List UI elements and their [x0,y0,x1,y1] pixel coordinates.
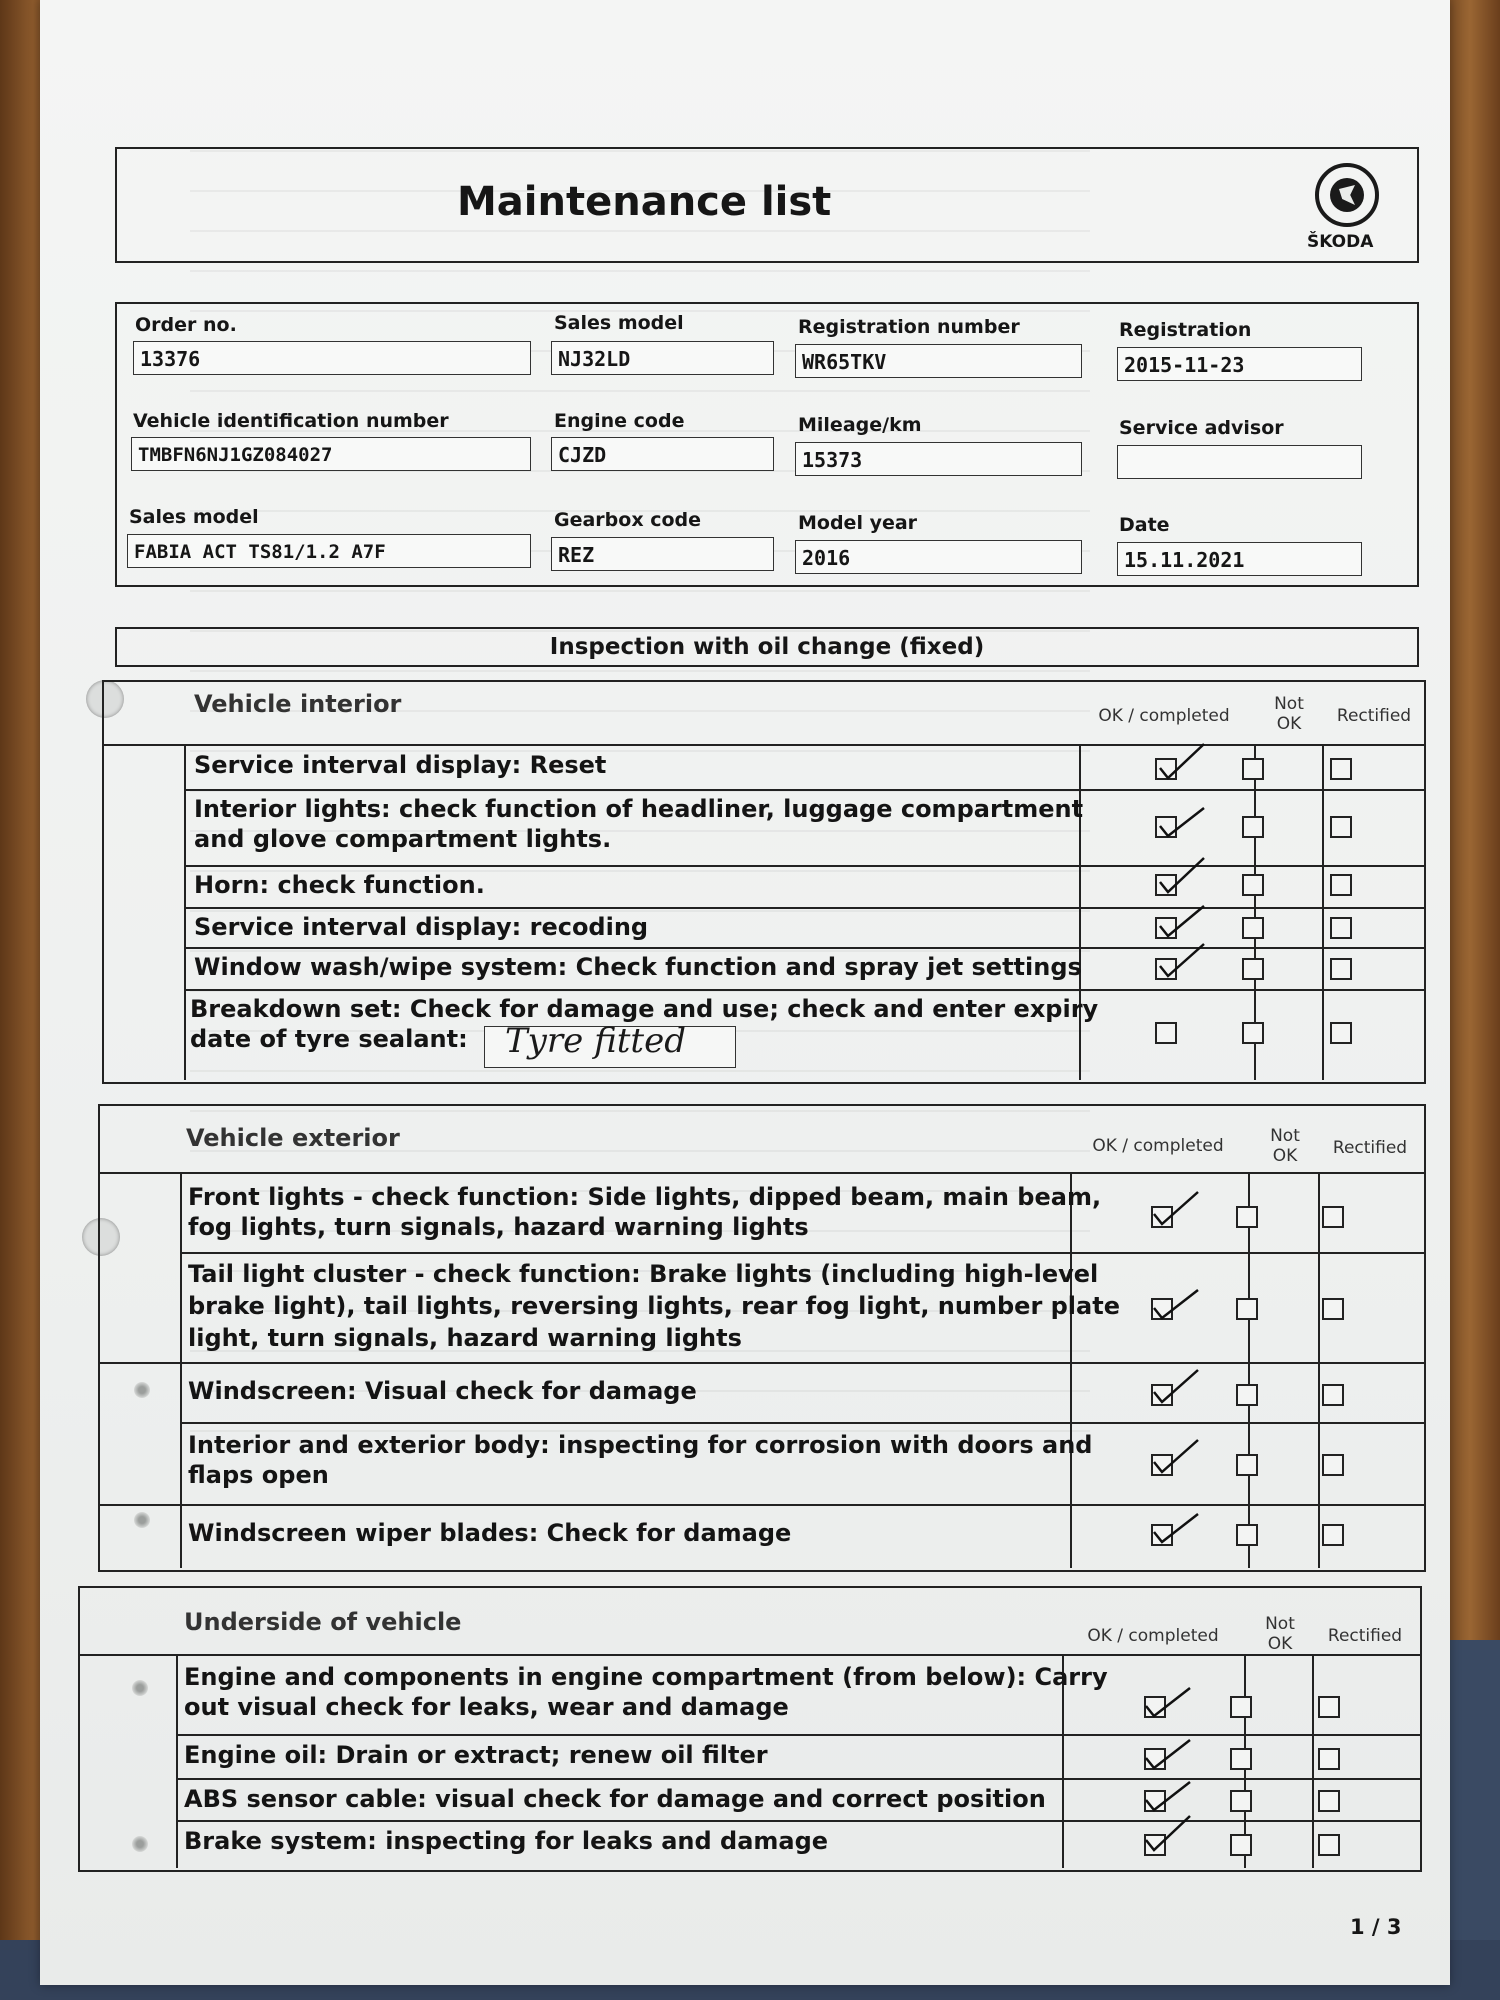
checkmark-icon [1156,852,1208,896]
underside-item-4: Brake system: inspecting for leaks and damage [184,1827,829,1855]
column-not-ok-header: Not OK [1270,1126,1300,1166]
column-rectified-header: Rectified [1327,1626,1403,1646]
punch-mark [132,1836,148,1852]
divider [180,1172,182,1568]
exterior-item-4: Interior and exterior body: inspecting for corrosion with doors and flaps open [188,1431,1093,1489]
rectified-checkbox[interactable] [1330,1022,1352,1044]
exterior-item-2: Tail light cluster - check function: Brake lights (including high-level brake light), tail lights, reversing lights, rear fog light, number plate light, turn signals, hazard warning lights [188,1260,1120,1352]
interior-item-6: Breakdown set: Check for damage and use; check and enter expiry date of tyre sealant: [190,995,1099,1053]
rectified-checkbox[interactable] [1322,1454,1344,1476]
section-title: Underside of vehicle [184,1608,462,1636]
date-label: Date [1119,514,1170,536]
column-rectified-header: Rectified [1332,1138,1408,1158]
interior-item-3: Horn: check function. [194,871,485,899]
sales-model-field[interactable]: NJ32LD [551,341,774,375]
underside-item-1: Engine and components in engine compartment (from below): Carry out visual check for leaks, wear and damage [184,1663,1108,1721]
exterior-item-1: Front lights - check function: Side lights, dipped beam, main beam, fog lights, turn signals, hazard warning lights [188,1183,1102,1241]
not-ok-checkbox[interactable] [1242,917,1264,939]
checkmark-icon [1150,1184,1202,1228]
handwritten-entry: Tyre fitted [505,1021,686,1061]
punch-mark [134,1512,150,1528]
rectified-checkbox[interactable] [1330,917,1352,939]
underside-section [78,1586,1422,1872]
rectified-checkbox[interactable] [1318,1748,1340,1770]
gearbox-code-field[interactable]: REZ [551,537,774,571]
column-ok-header: OK / completed [1087,1626,1219,1646]
divider [184,789,1424,791]
rectified-checkbox[interactable] [1322,1384,1344,1406]
divider [184,947,1424,949]
order-no-label: Order no. [135,314,237,336]
checkmark-icon [1156,896,1208,940]
divider [1322,744,1324,1080]
column-rectified-header: Rectified [1336,706,1412,726]
registration-date-field[interactable]: 2015-11-23 [1117,347,1362,381]
divider [180,1422,1424,1424]
not-ok-checkbox[interactable] [1236,1524,1258,1546]
underside-item-3: ABS sensor cable: visual check for damage and correct position [184,1785,1046,1813]
divider [184,744,186,1080]
not-ok-checkbox[interactable] [1230,1790,1252,1812]
sales-model-name-label: Sales model [129,506,259,528]
vehicle-exterior-section [98,1104,1426,1572]
divider [100,1362,1424,1364]
divider [100,1504,1424,1506]
exterior-item-3: Windscreen: Visual check for damage [188,1377,697,1405]
date-field[interactable]: 15.11.2021 [1117,542,1362,576]
checkmark-icon [1150,1502,1202,1546]
rectified-checkbox[interactable] [1318,1696,1340,1718]
rectified-checkbox[interactable] [1330,758,1352,780]
gearbox-code-label: Gearbox code [554,509,701,531]
section-title: Vehicle interior [194,690,402,718]
page-title: Maintenance list [457,179,832,225]
column-ok-header: OK / completed [1098,706,1230,726]
rectified-checkbox[interactable] [1318,1834,1340,1856]
punch-mark [134,1382,150,1398]
divider [176,1734,1420,1736]
punch-mark [132,1680,148,1696]
divider [180,1252,1424,1254]
divider [104,744,1424,746]
not-ok-checkbox[interactable] [1236,1384,1258,1406]
rectified-checkbox[interactable] [1318,1790,1340,1812]
not-ok-checkbox[interactable] [1242,874,1264,896]
inspection-type-banner: Inspection with oil change (fixed) [115,627,1419,667]
checkmark-icon [1142,1810,1194,1854]
divider [176,1820,1420,1822]
checkmark-icon [1142,1770,1194,1814]
column-not-ok-header: Not OK [1274,694,1304,734]
not-ok-checkbox[interactable] [1242,816,1264,838]
ok-checkbox[interactable] [1155,1022,1177,1044]
not-ok-checkbox[interactable] [1242,758,1264,780]
rectified-checkbox[interactable] [1322,1524,1344,1546]
not-ok-checkbox[interactable] [1236,1206,1258,1228]
checkmark-icon [1156,796,1208,840]
checkmark-icon [1150,1362,1202,1406]
checkmark-icon [1156,738,1208,782]
divider [1318,1172,1320,1568]
skoda-logo-icon [1315,163,1379,227]
not-ok-checkbox[interactable] [1230,1748,1252,1770]
divider [1312,1654,1314,1868]
divider [176,1778,1420,1780]
vin-field[interactable]: TMBFN6NJ1GZ084027 [131,437,531,471]
engine-code-field[interactable]: CJZD [551,437,774,471]
rectified-checkbox[interactable] [1322,1206,1344,1228]
maintenance-sheet [40,0,1450,1985]
divider [80,1654,1420,1656]
divider [1248,1172,1250,1568]
interior-item-1: Service interval display: Reset [194,751,607,779]
sales-model-name-field[interactable]: FABIA ACT TS81/1.2 A7F [127,534,531,568]
vin-label: Vehicle identification number [133,410,449,432]
not-ok-checkbox[interactable] [1236,1454,1258,1476]
interior-item-2: Interior lights: check function of headliner, luggage compartment and glove compartment lights. [194,795,1084,853]
brand-name: ŠKODA [1307,232,1374,252]
rectified-checkbox[interactable] [1322,1298,1344,1320]
engine-code-label: Engine code [554,410,685,432]
mileage-field[interactable]: 15373 [795,442,1082,476]
not-ok-checkbox[interactable] [1230,1834,1252,1856]
vehicle-info-box [115,302,1419,587]
divider [184,989,1424,991]
rectified-checkbox[interactable] [1330,874,1352,896]
interior-item-5: Window wash/wipe system: Check function and spray jet settings [194,953,1082,981]
divider [176,1654,178,1868]
checkmark-icon [1150,1278,1202,1322]
sales-model-label: Sales model [554,312,684,334]
rectified-checkbox[interactable] [1330,958,1352,980]
mileage-label: Mileage/km [798,414,922,436]
section-title: Vehicle exterior [186,1124,400,1152]
not-ok-checkbox[interactable] [1242,1022,1264,1044]
checkmark-icon [1150,1432,1202,1476]
order-no-field[interactable]: 13376 [133,341,531,375]
service-advisor-field[interactable] [1117,445,1362,479]
divider [184,907,1424,909]
not-ok-checkbox[interactable] [1230,1696,1252,1718]
checkmark-icon [1142,1728,1194,1772]
checkmark-icon [1156,936,1208,980]
interior-item-4: Service interval display: recoding [194,913,649,941]
model-year-label: Model year [798,512,918,534]
exterior-item-5: Windscreen wiper blades: Check for damage [188,1519,792,1547]
rectified-checkbox[interactable] [1330,816,1352,838]
checkmark-icon [1142,1676,1194,1720]
page-number: 1 / 3 [1350,1915,1402,1939]
underside-item-2: Engine oil: Drain or extract; renew oil filter [184,1741,768,1769]
model-year-field[interactable]: 2016 [795,540,1082,574]
not-ok-checkbox[interactable] [1236,1298,1258,1320]
registration-number-field[interactable]: WR65TKV [795,344,1082,378]
not-ok-checkbox[interactable] [1242,958,1264,980]
title-box [115,147,1419,263]
divider [184,865,1424,867]
service-advisor-label: Service advisor [1119,417,1284,439]
column-ok-header: OK / completed [1092,1136,1224,1156]
tyre-sealant-expiry-field[interactable] [484,1021,736,1068]
divider [100,1172,1424,1174]
column-not-ok-header: Not OK [1265,1614,1295,1654]
vehicle-interior-section [102,680,1426,1084]
registration-number-label: Registration number [798,316,1020,338]
registration-label: Registration [1119,319,1252,341]
